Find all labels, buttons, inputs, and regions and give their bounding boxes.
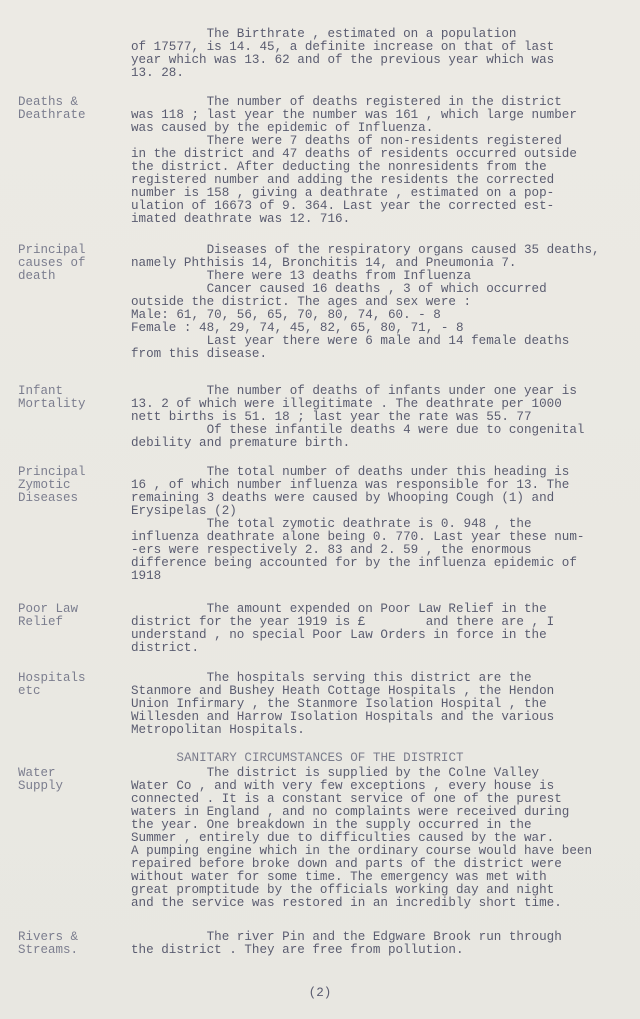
- text-line: influenza deathrate alone being 0. 770. Last year these num-: [131, 530, 585, 545]
- section-body: [131, 385, 625, 450]
- text-line: district for the year 1919 is £ and there are , I: [131, 615, 555, 630]
- text-line: year which was 13. 62 and of the previous year which was: [131, 53, 555, 68]
- text-line: Willesden and Harrow Isolation Hospitals and the various: [131, 710, 555, 725]
- text-line: Cancer caused 16 deaths , 3 of which occurred: [131, 282, 547, 297]
- side-heading: [18, 672, 128, 698]
- side-heading-line: etc: [18, 684, 41, 698]
- section-body: [131, 767, 625, 911]
- section-body: [131, 672, 625, 737]
- text-line: the district. After deducting the nonresidents from the: [131, 160, 547, 175]
- sanitary-circumstances-title: SANITARY CIRCUMSTANCES OF THE DISTRICT: [176, 751, 464, 765]
- text-line: namely Phthisis 14, Bronchitis 14, and Pneumonia 7.: [131, 256, 517, 271]
- text-line: connected . It is a constant service of one of the purest: [131, 792, 562, 807]
- text-line: registered number and adding the residents the corrected: [131, 173, 555, 188]
- text-line: ulation of 16673 of 9. 364. Last year the corrected est-: [131, 199, 555, 214]
- side-heading-line: death: [18, 269, 56, 283]
- side-heading-line: Relief: [18, 615, 64, 629]
- text-line: The hospitals serving this district are the: [131, 671, 532, 685]
- text-line: A pumping engine which in the ordinary course would have been: [131, 844, 593, 859]
- side-heading-line: Zymotic: [18, 478, 71, 492]
- text-line: 13. 2 of which were illegitimate . The deathrate per 1000: [131, 397, 562, 412]
- section-body: [131, 244, 625, 361]
- text-line: Union Infirmary , the Stanmore Isolation Hospital , the: [131, 697, 547, 712]
- side-heading-line: Hospitals: [18, 671, 86, 685]
- side-heading-line: Streams.: [18, 943, 79, 957]
- text-line: 13. 28.: [131, 66, 184, 81]
- side-heading-line: Deathrate: [18, 108, 86, 122]
- side-heading-line: Rivers &: [18, 930, 79, 944]
- side-heading: [18, 767, 128, 793]
- text-line: number is 158 , giving a deathrate , estimated on a pop-: [131, 186, 555, 201]
- text-line: The total number of deaths under this heading is: [131, 465, 570, 479]
- text-line: There were 13 deaths from Influenza: [131, 269, 472, 284]
- text-line: Last year there were 6 male and 14 female deaths: [131, 334, 570, 349]
- section-body: [131, 931, 625, 957]
- text-line: imated deathrate was 12. 716.: [131, 212, 351, 227]
- text-line: the district . They are free from pollution.: [131, 943, 464, 958]
- side-heading-line: Supply: [18, 779, 64, 793]
- text-line: district.: [131, 641, 200, 656]
- text-line: 16 , of which number influenza was responsible for 13. The: [131, 478, 570, 493]
- text-line: and the service was restored in an incredibly short time.: [131, 896, 562, 911]
- text-line: Male: 61, 70, 56, 65, 70, 80, 74, 60. - 8: [131, 308, 441, 323]
- page-number: (2): [308, 986, 332, 1000]
- text-line: Female : 48, 29, 74, 45, 82, 65, 80, 71, - 8: [131, 321, 464, 336]
- text-line: nett births is 51. 18 ; last year the rate was 55. 77: [131, 410, 532, 425]
- text-line: understand , no special Poor Law Orders in force in the: [131, 628, 547, 643]
- text-line: The number of deaths registered in the district: [131, 95, 562, 109]
- text-line: The district is supplied by the Colne Valley: [131, 766, 540, 780]
- text-line: The number of deaths of infants under one year is: [131, 384, 577, 398]
- text-line: Summer , entirely due to difficulties caused by the war.: [131, 831, 555, 846]
- side-heading: [18, 931, 128, 957]
- text-line: outside the district. The ages and sex were :: [131, 295, 472, 310]
- text-line: Water Co , and with very few exceptions , every house is: [131, 779, 555, 794]
- text-line: Erysipelas (2): [131, 504, 237, 519]
- text-line: was caused by the epidemic of Influenza.: [131, 121, 434, 136]
- side-heading-line: causes of: [18, 256, 86, 270]
- side-heading: [18, 96, 128, 122]
- section-body: [131, 28, 625, 80]
- text-line: The Birthrate , estimated on a population: [131, 27, 517, 41]
- text-line: debility and premature birth.: [131, 436, 351, 451]
- section-body: [131, 603, 625, 655]
- text-line: There were 7 deaths of non-residents registered: [131, 134, 562, 149]
- side-heading-line: Diseases: [18, 491, 79, 505]
- text-line: the year. One breakdown in the supply occurred in the: [131, 818, 532, 833]
- side-heading: [18, 603, 128, 629]
- side-heading-line: Deaths &: [18, 95, 79, 109]
- text-line: in the district and 47 deaths of residents occurred outside: [131, 147, 577, 162]
- section-body: [131, 96, 625, 226]
- text-line: Stanmore and Bushey Heath Cottage Hospitals , the Hendon: [131, 684, 555, 699]
- text-line: great promptitude by the officials working day and night: [131, 883, 555, 898]
- text-line: Metropolitan Hospitals.: [131, 723, 305, 738]
- text-line: Diseases of the respiratory organs caused 35 deaths,: [131, 243, 600, 257]
- side-heading-line: Principal: [18, 243, 86, 257]
- text-line: -ers were respectively 2. 83 and 2. 59 , the enormous: [131, 543, 532, 558]
- side-heading-line: Poor Law: [18, 602, 79, 616]
- text-line: without water for some time. The emergency was met with: [131, 870, 547, 885]
- side-heading-line: Principal: [18, 465, 86, 479]
- side-heading-line: Water: [18, 766, 56, 780]
- text-line: The amount expended on Poor Law Relief in the: [131, 602, 547, 616]
- section-body: [131, 466, 625, 583]
- text-line: difference being accounted for by the influenza epidemic of: [131, 556, 577, 571]
- side-heading: [18, 385, 128, 411]
- text-line: waters in England , and no complaints were received during: [131, 805, 570, 820]
- side-heading: [18, 466, 128, 505]
- side-heading-line: Infant: [18, 384, 64, 398]
- text-line: Of these infantile deaths 4 were due to congenital: [131, 423, 585, 438]
- side-heading-line: Mortality: [18, 397, 86, 411]
- text-line: The total zymotic deathrate is 0. 948 , the: [131, 517, 532, 532]
- text-line: repaired before broke down and parts of the district were: [131, 857, 562, 872]
- text-line: The river Pin and the Edgware Brook run through: [131, 930, 562, 944]
- text-line: from this disease.: [131, 347, 268, 362]
- text-line: was 118 ; last year the number was 161 , which large number: [131, 108, 577, 123]
- side-heading: [18, 244, 128, 283]
- text-line: 1918: [131, 569, 162, 584]
- text-line: of 17577, is 14. 45, a definite increase on that of last: [131, 40, 555, 55]
- text-line: remaining 3 deaths were caused by Whooping Cough (1) and: [131, 491, 555, 506]
